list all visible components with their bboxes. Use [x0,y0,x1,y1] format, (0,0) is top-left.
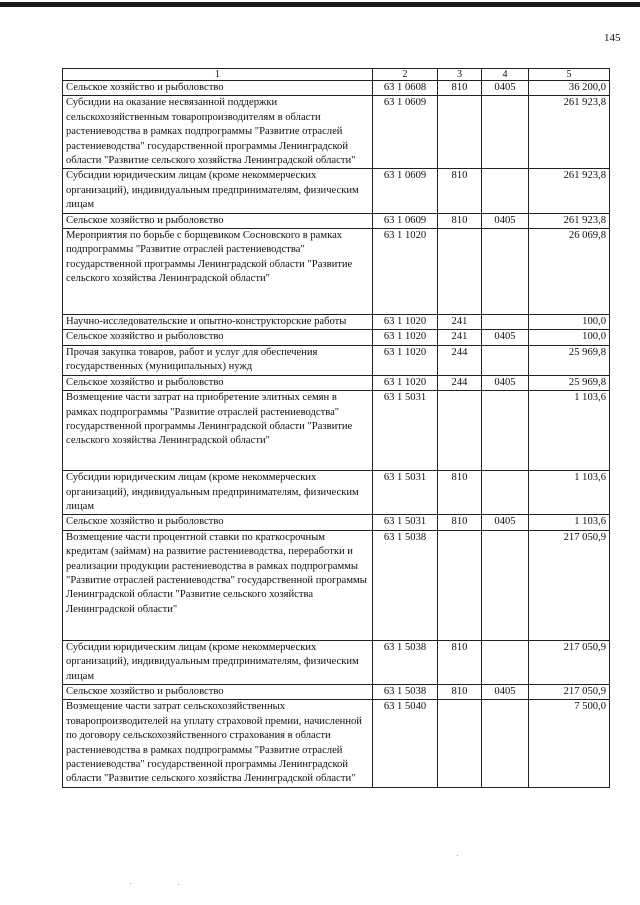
table-row [63,640,610,684]
target-article-code: 63 1 1020 [373,375,438,390]
item-name: Субсидии юридическим лицам (кроме некоммерческих организаций), индивидуальным предпринимателям, физическим лицам [63,640,373,684]
budget-table-body [63,69,610,788]
expense-type-code: 241 [438,330,482,345]
expense-type-code: 810 [438,684,482,699]
section-code [482,229,529,315]
amount: 25 969,8 [529,345,610,375]
item-name: Сельское хозяйство и рыболовство [63,375,373,390]
section-code [482,391,529,471]
header-cell: 4 [482,69,529,81]
table-row [63,345,610,375]
section-code [482,169,529,213]
amount: 36 200,0 [529,81,610,96]
item-name: Возмещение части затрат сельскохозяйственных товаропроизводителей на уплату страховой премии, начисленной по договору сельскохозяйственного страхования в области растениеводства в рамках подпрограммы "Развитие отраслей растениеводства" государственной программы Ленинградской области "Развитие сельского хозяйства Ленинградской области" [63,700,373,787]
table-row [63,530,610,640]
target-article-code: 63 1 5038 [373,684,438,699]
target-article-code: 63 1 0609 [373,96,438,169]
item-name: Возмещение части затрат на приобретение элитных семян в рамках подпрограммы "Развитие отраслей растениеводства" государственной программы Ленинградской области "Развитие сельского хозяйства Ленинградской области" [63,391,373,471]
item-name: Мероприятия по борьбе с борщевиком Сосновского в рамках подпрограммы "Развитие отраслей растениеводства" государственной программы Ленинградской области "Развитие сельского хозяйства Ленинградской области" [63,229,373,315]
expense-type-code: 810 [438,81,482,96]
target-article-code: 63 1 0609 [373,213,438,228]
target-article-code: 63 1 5031 [373,391,438,471]
section-code: 0405 [482,81,529,96]
table-header-row [63,69,610,81]
target-article-code: 63 1 5040 [373,700,438,787]
header-cell: 1 [63,69,373,81]
section-code [482,530,529,640]
section-code: 0405 [482,515,529,530]
item-name: Сельское хозяйство и рыболовство [63,684,373,699]
amount: 25 969,8 [529,375,610,390]
expense-type-code: 810 [438,471,482,515]
item-name: Субсидии на оказание несвязанной поддержки сельскохозяйственным товаропроизводителям в области растениеводства в рамках подпрограммы "Развитие отраслей растениеводства" государственной программы Ленинградской области "Развитие сельского хозяйства Ленинградской области" [63,96,373,169]
scan-speck [457,855,458,856]
expense-type-code [438,391,482,471]
page-number: 145 [604,32,621,44]
item-name: Сельское хозяйство и рыболовство [63,330,373,345]
expense-type-code: 810 [438,213,482,228]
section-code [482,640,529,684]
amount: 217 050,9 [529,640,610,684]
scan-speck [130,883,131,884]
expense-type-code: 244 [438,375,482,390]
amount: 217 050,9 [529,530,610,640]
expense-type-code: 241 [438,315,482,330]
item-name: Возмещение части процентной ставки по краткосрочным кредитам (займам) на развитие растениеводства, переработки и реализации продукции растениеводства в рамках подпрограммы "Развитие отраслей растениеводства" государственной программы Ленинградской области "Развитие сельского хозяйства Ленинградской области" [63,530,373,640]
target-article-code: 63 1 5038 [373,530,438,640]
table-row [63,515,610,530]
table-row [63,684,610,699]
section-code: 0405 [482,375,529,390]
item-name: Субсидии юридическим лицам (кроме некоммерческих организаций), индивидуальным предпринимателям, физическим лицам [63,471,373,515]
item-name: Сельское хозяйство и рыболовство [63,515,373,530]
section-code [482,315,529,330]
amount: 26 069,8 [529,229,610,315]
section-code: 0405 [482,684,529,699]
table-row [63,330,610,345]
expense-type-code [438,229,482,315]
target-article-code: 63 1 1020 [373,330,438,345]
expense-type-code: 244 [438,345,482,375]
expense-type-code: 810 [438,169,482,213]
section-code [482,700,529,787]
top-scan-border [0,2,640,7]
amount: 261 923,8 [529,96,610,169]
amount: 100,0 [529,315,610,330]
expense-type-code: 810 [438,515,482,530]
target-article-code: 63 1 1020 [373,315,438,330]
section-code: 0405 [482,213,529,228]
expense-type-code [438,530,482,640]
item-name: Научно-исследовательские и опытно-конструкторские работы [63,315,373,330]
expense-type-code [438,700,482,787]
item-name: Сельское хозяйство и рыболовство [63,81,373,96]
amount: 7 500,0 [529,700,610,787]
target-article-code: 63 1 5031 [373,471,438,515]
section-code [482,345,529,375]
table-row [63,81,610,96]
table-row [63,375,610,390]
table-row [63,229,610,315]
section-code [482,96,529,169]
target-article-code: 63 1 1020 [373,345,438,375]
table-row [63,471,610,515]
table-row [63,96,610,169]
budget-table [62,68,610,788]
scan-speck [178,884,179,885]
target-article-code: 63 1 0608 [373,81,438,96]
section-code: 0405 [482,330,529,345]
table-row [63,213,610,228]
target-article-code: 63 1 5038 [373,640,438,684]
target-article-code: 63 1 1020 [373,229,438,315]
amount: 261 923,8 [529,169,610,213]
amount: 261 923,8 [529,213,610,228]
section-code [482,471,529,515]
table-row [63,700,610,787]
amount: 1 103,6 [529,391,610,471]
target-article-code: 63 1 5031 [373,515,438,530]
item-name: Сельское хозяйство и рыболовство [63,213,373,228]
header-cell: 5 [529,69,610,81]
header-cell: 3 [438,69,482,81]
amount: 1 103,6 [529,471,610,515]
item-name: Субсидии юридическим лицам (кроме некоммерческих организаций), индивидуальным предпринимателям, физическим лицам [63,169,373,213]
header-cell: 2 [373,69,438,81]
table-row [63,391,610,471]
table-row [63,315,610,330]
amount: 217 050,9 [529,684,610,699]
expense-type-code [438,96,482,169]
item-name: Прочая закупка товаров, работ и услуг для обеспечения государственных (муниципальных) нужд [63,345,373,375]
expense-type-code: 810 [438,640,482,684]
amount: 100,0 [529,330,610,345]
amount: 1 103,6 [529,515,610,530]
table-row [63,169,610,213]
target-article-code: 63 1 0609 [373,169,438,213]
